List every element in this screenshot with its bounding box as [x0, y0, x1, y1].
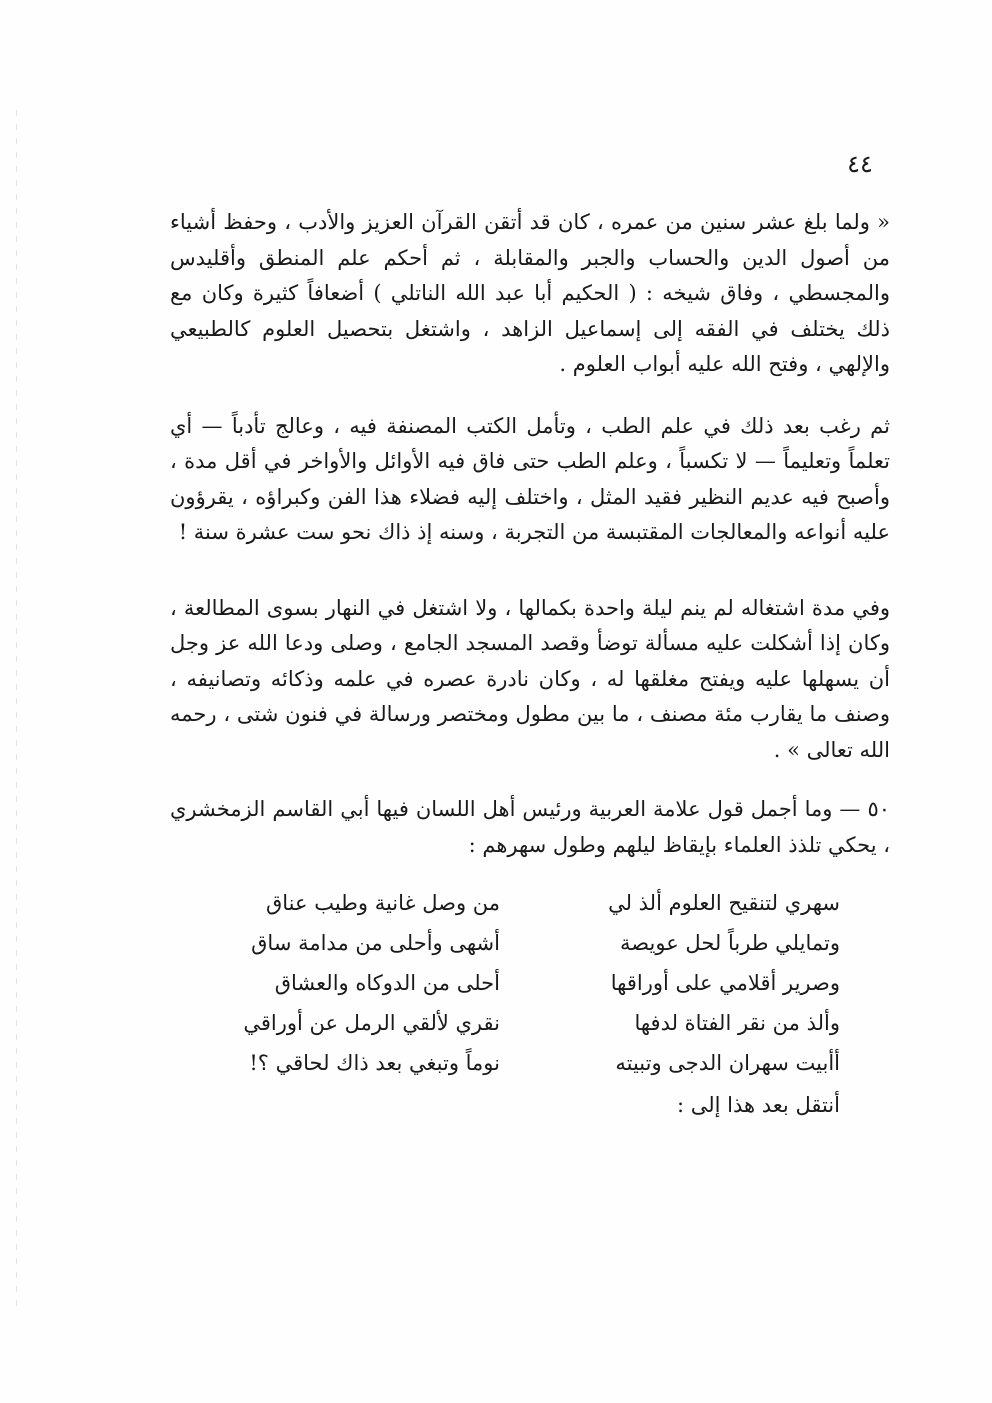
verse-second-hemistich: نوماً وتبغي بعد ذاك لحاقي ؟!	[249, 1051, 500, 1075]
verse-second-hemistich: من وصل غانية وطيب عناق	[265, 891, 500, 915]
paragraph-1: « ولما بلغ عشر سنين من عمره ، كان قد أتقن القرآن العزيز والأدب ، وحفظ أشياء من أصول الدين والحساب والجبر والمقابلة ، ثم أحكم علم المنطق وأقليدس والمجسطي ، وفاق شيخه : ( الحكيم أبا عبد الله الناتلي ) أضعافاً كثيرة وكان مع ذلك يختلف في الفقه إلى إسماعيل الزاهد ، واشتغل بتحصيل العلوم كالطبيعي والإلهي ، وفتح الله عليه أبواب العلوم .	[170, 210, 891, 376]
body-text	[170, 205, 890, 1125]
page-number: ٤٤	[847, 150, 873, 178]
verse-second-hemistich: نقري لألقي الرمل عن أوراقي	[243, 1011, 500, 1035]
verse-first-hemistich: سهري لتنقيح العلوم ألذ لي	[608, 891, 840, 915]
poem	[200, 883, 840, 1083]
poem-verse	[200, 883, 840, 923]
verse-first-hemistich: وتمايلي طرباً لحل عويصة	[620, 931, 840, 955]
verse-first-hemistich: وألذ من نقر الفتاة لدفها	[634, 1011, 840, 1035]
poem-verse	[200, 1043, 840, 1083]
transition-line: أنتقل بعد هذا إلى :	[677, 1093, 840, 1117]
verse-first-hemistich: وصرير أقلامي على أوراقها	[610, 971, 840, 995]
scan-gutter-line	[16, 110, 17, 1310]
poem-verse	[200, 963, 840, 1003]
paragraph-3: وفي مدة اشتغاله لم ينم ليلة واحدة بكمالها ، ولا اشتغل في النهار بسوى المطالعة ، وكان إذا أشكلت عليه مسألة توضأ وقصد المسجد الجامع ، وصلى ودعا الله عز وجل أن يسهلها عليه ويفتح مغلقها له ، وكان نادرة عصره في علمه وذكائه وتصانيفه ، وصنف ما يقارب مئة مصنف ، ما بين مطول ومختصر ورسالة في فنون شتى ، رحمه الله تعالى » .	[170, 595, 890, 762]
verse-second-hemistich: أحلى من الدوكاه والعشاق	[274, 971, 500, 995]
paragraph-2: ثم رغب بعد ذلك في علم الطب ، وتأمل الكتب المصنفة فيه ، وعالج تأدباً — أي تعلماً وتعليماً — لا تكسباً ، وعلم الطب حتى فاق فيه الأوائل والأواخر في أقل مدة ، وأصبح فيه عديم النظير فقيد المثل ، واختلف إليه فضلاء هذا الفن وكبراؤه ، يقرؤون عليه أنواعه والمعالجات المقتبسة من التجربة ، وسنه إذ ذاك نحو ست عشرة سنة !	[170, 413, 890, 544]
verse-second-hemistich: أشهى وأحلى من مدامة ساق	[251, 931, 500, 955]
paragraph-4: ٥٠ — وما أجمل قول علامة العربية ورئيس أهل اللسان فيها أبي القاسم الزمخشري ، يحكي تلذذ العلماء بإيقاظ ليلهم وطول سهرهم :	[170, 797, 890, 857]
verse-first-hemistich: أأبيت سهران الدجى وتبيته	[615, 1051, 840, 1075]
poem-verse	[200, 1003, 840, 1043]
poem-verse	[200, 923, 840, 963]
